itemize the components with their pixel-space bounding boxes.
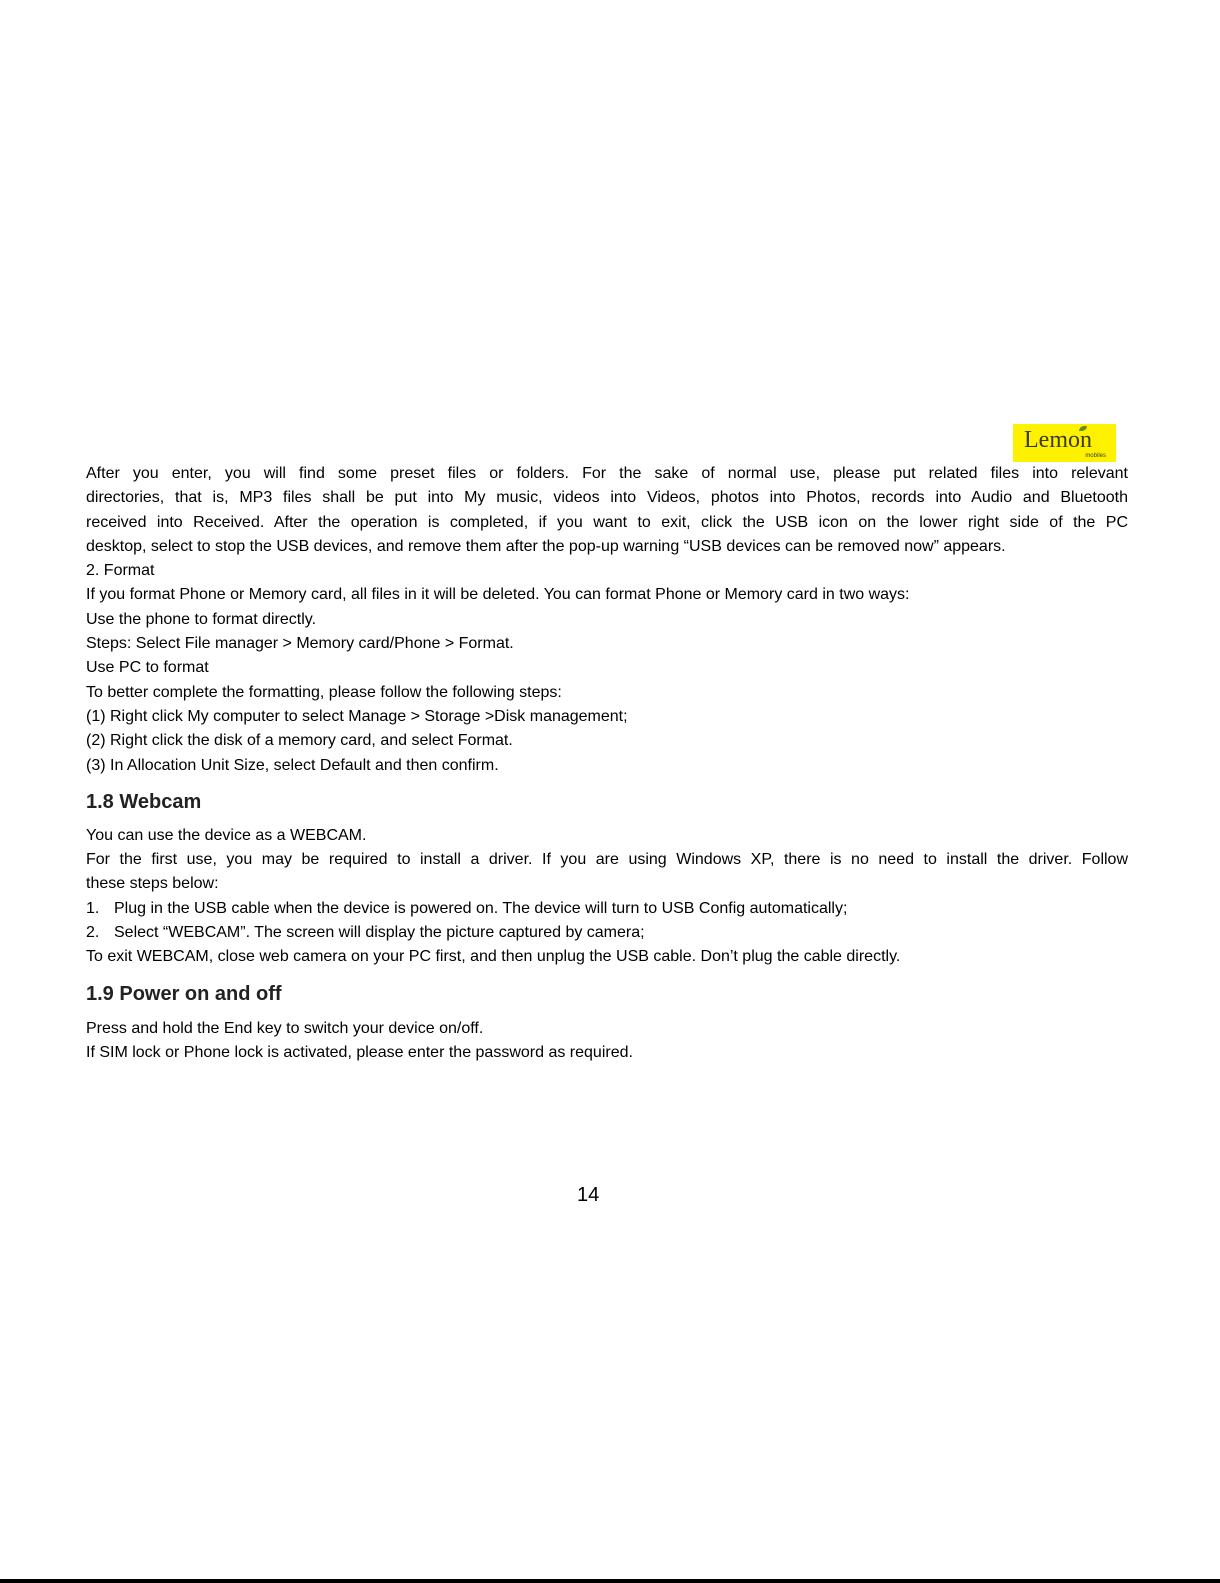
power-line-1: Press and hold the End key to switch your device on/off.: [86, 1019, 484, 1037]
format-pc-intro: To better complete the formatting, please follow the following steps:: [86, 683, 562, 701]
webcam-step-1: [86, 897, 1128, 921]
page-number: 14: [577, 1184, 600, 1206]
format-title: 2. Format: [86, 562, 155, 580]
webcam-line-2b: these steps below:: [86, 875, 219, 893]
format-pc-step-2: (2) Right click the disk of a memory card, and select Format.: [86, 732, 513, 750]
logo-wordmark: Lemon: [1024, 427, 1092, 453]
webcam-exit: To exit WEBCAM, close web camera on your PC first, and then unplug the USB cable. Don’t plug the cable directly.: [86, 948, 901, 966]
step-1-number: 1.: [86, 899, 100, 917]
bottom-border: [0, 1579, 1220, 1583]
document-body: [86, 462, 1128, 1065]
intro-line-1: After you enter, you will find some preset files or folders. For the sake of normal use, please put related files into relevant: [86, 465, 1128, 482]
webcam-step-2: [86, 921, 1128, 945]
power-line-2: If SIM lock or Phone lock is activated, please enter the password as required.: [86, 1043, 633, 1061]
lemon-logo: [1013, 424, 1116, 462]
format-pc-step-1: (1) Right click My computer to select Manage > Storage >Disk management;: [86, 707, 628, 725]
webcam-heading: 1.8 Webcam: [86, 790, 202, 813]
format-steps: Steps: Select File manager > Memory card/Phone > Format.: [86, 635, 514, 653]
format-pc: Use PC to format: [86, 659, 209, 677]
webcam-line-2a: For the first use, you may be required to install a driver. If you are using Windows XP, there is no need to install the driver. Follow: [86, 851, 1128, 869]
intro-line-2: directories, that is, MP3 files shall be put into My music, videos into Videos, photos into Photos, records into Audio and Bluetooth: [86, 489, 1128, 507]
step-1-text: Plug in the USB cable when the device is powered on. The device will turn to USB Config automatically;: [114, 899, 848, 917]
format-pc-step-3: (3) In Allocation Unit Size, select Default and then confirm.: [86, 756, 499, 774]
logo-subtitle: mobiles: [1085, 453, 1106, 459]
format-intro: If you format Phone or Memory card, all files in it will be deleted. You can format Phone or Memory card in two ways:: [86, 586, 910, 604]
intro-line-4: desktop, select to stop the USB devices, and remove them after the pop-up warning “USB devices can be removed now” appears.: [86, 537, 1006, 555]
step-2-text: Select “WEBCAM”. The screen will display the picture captured by camera;: [114, 924, 645, 942]
format-phone: Use the phone to format directly.: [86, 610, 317, 628]
step-2-number: 2.: [86, 924, 100, 942]
intro-line-3: received into Received. After the operation is completed, if you want to exit, click the USB icon on the lower right side of the PC: [86, 513, 1128, 531]
power-heading: 1.9 Power on and off: [86, 982, 282, 1005]
webcam-line-1: You can use the device as a WEBCAM.: [86, 826, 367, 844]
